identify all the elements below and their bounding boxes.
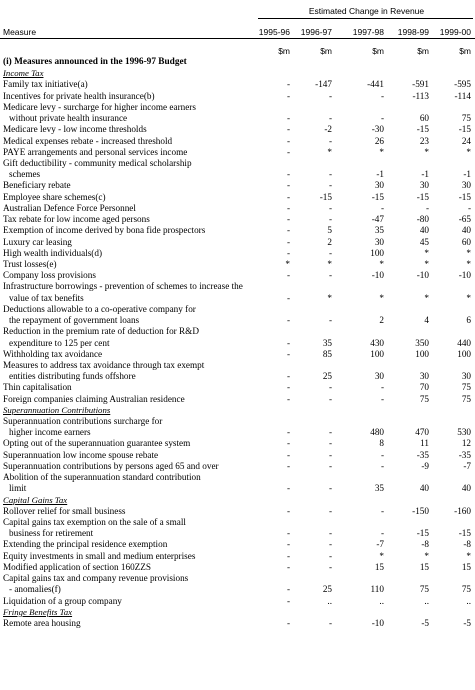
revenue-cell: 45	[419, 236, 429, 247]
revenue-cell: -15	[416, 191, 429, 202]
revenue-cell: *	[327, 258, 332, 269]
revenue-cell: -9	[421, 460, 429, 471]
revenue-cell: -	[286, 124, 290, 135]
revenue-cell: -	[380, 90, 384, 101]
year-header: 1996-97	[300, 27, 332, 37]
revenue-cell: -	[328, 169, 332, 180]
measure-label: without private health insurance	[9, 113, 128, 124]
revenue-cell: -	[286, 550, 290, 561]
revenue-cell: -8	[421, 539, 429, 550]
revenue-cell: 480	[370, 427, 384, 438]
measure-label: Superannuation low income spouse rebate	[3, 449, 159, 460]
revenue-cell: -15	[371, 191, 384, 202]
year-header: 1999-00	[439, 27, 471, 37]
table-row	[0, 79, 475, 90]
measure-label: Equity investments in small and medium enterprises	[3, 550, 196, 561]
revenue-cell: -15	[458, 191, 471, 202]
revenue-cell: 15	[419, 561, 429, 572]
revenue-cell: *	[424, 247, 429, 258]
revenue-cell: *	[424, 146, 429, 157]
table-row	[0, 248, 475, 259]
revenue-cell: 30	[461, 180, 471, 191]
revenue-cell: -	[286, 270, 290, 281]
table-row	[0, 427, 475, 438]
revenue-cell: 470	[415, 427, 429, 438]
revenue-cell: 40	[419, 483, 429, 494]
revenue-cell: 40	[461, 483, 471, 494]
revenue-cell: -	[286, 236, 290, 247]
year-header: 1998-99	[397, 27, 429, 37]
revenue-cell: *	[466, 550, 471, 561]
revenue-cell: *	[379, 550, 384, 561]
measure-label: Beneficiary rebate	[3, 180, 71, 191]
revenue-cell: -	[286, 393, 290, 404]
measure-label: Company loss provisions	[3, 270, 96, 281]
revenue-cell: -	[380, 393, 384, 404]
table-row	[0, 371, 475, 382]
revenue-cell: -	[286, 505, 290, 516]
revenue-cell: -	[286, 113, 290, 124]
measure-label: Deductions allowable to a co-operative company for	[3, 303, 196, 314]
revenue-cell: 12	[461, 438, 471, 449]
measure-label: higher income earners	[9, 427, 91, 438]
revenue-cell: 75	[419, 584, 429, 595]
revenue-cell: 430	[370, 337, 384, 348]
revenue-cell: *	[424, 258, 429, 269]
measure-label: Superannuation contributions surcharge for	[3, 416, 163, 427]
revenue-cell: 75	[461, 393, 471, 404]
revenue-cell: -	[328, 247, 332, 258]
revenue-cell: *	[466, 258, 471, 269]
revenue-cell: ..	[327, 595, 332, 606]
revenue-cell: -	[286, 79, 290, 90]
revenue-cell: 8	[379, 438, 384, 449]
table-row	[0, 91, 475, 102]
revenue-cell: -	[286, 584, 290, 595]
measure-label: Employee share schemes(c)	[3, 191, 106, 202]
revenue-cell: -113	[412, 90, 429, 101]
table-row	[0, 169, 475, 180]
revenue-cell: 75	[461, 382, 471, 393]
table-row	[0, 539, 475, 550]
measure-label: Opting out of the superannuation guarantee system	[3, 438, 191, 449]
revenue-cell: -	[286, 337, 290, 348]
revenue-cell: -35	[458, 449, 471, 460]
revenue-cell: -80	[416, 214, 429, 225]
measure-label: Medicare levy - low income thresholds	[3, 124, 147, 135]
table-row	[0, 326, 475, 337]
revenue-cell: -8	[463, 539, 471, 550]
revenue-cell: -	[328, 382, 332, 393]
measure-label: Tax rebate for low income aged persons	[3, 214, 150, 225]
measure-label: the repayment of government loans	[9, 315, 140, 326]
measure-label: PAYE arrangements and personal services income	[3, 146, 188, 157]
revenue-cell: -	[286, 483, 290, 494]
table-row	[0, 596, 475, 607]
revenue-cell: -	[286, 225, 290, 236]
revenue-cell: -	[286, 561, 290, 572]
table-row	[0, 270, 475, 281]
table-row	[0, 180, 475, 191]
revenue-cell: -15	[458, 124, 471, 135]
table-row	[0, 259, 475, 270]
revenue-cell: -	[380, 460, 384, 471]
revenue-cell: *	[466, 247, 471, 258]
measure-label: Medical expenses rebate - increased threshold	[3, 135, 173, 146]
measure-label: business for retirement	[9, 528, 94, 539]
table-row	[0, 416, 475, 427]
measure-label: Gift deductibility - community medical scholarship	[3, 157, 192, 168]
revenue-cell: -	[286, 180, 290, 191]
table-row	[0, 517, 475, 528]
revenue-cell: -	[425, 202, 429, 213]
revenue-cell: -	[328, 113, 332, 124]
revenue-cell: 11	[420, 438, 429, 449]
revenue-cell: 75	[461, 584, 471, 595]
revenue-cell: 23	[419, 135, 429, 146]
revenue-cell: 440	[457, 337, 471, 348]
revenue-cell: 30	[419, 371, 429, 382]
revenue-cell: 75	[461, 113, 471, 124]
category-heading	[0, 68, 475, 79]
table-row	[0, 573, 475, 584]
table-row	[0, 203, 475, 214]
revenue-cell: -1	[421, 169, 429, 180]
revenue-cell: -	[286, 528, 290, 539]
revenue-cell: 100	[415, 348, 429, 359]
revenue-cell: -	[380, 382, 384, 393]
revenue-cell: -	[286, 595, 290, 606]
revenue-cell: -160	[454, 505, 471, 516]
revenue-cell: -	[328, 315, 332, 326]
table-row	[0, 551, 475, 562]
revenue-cell: -	[286, 371, 290, 382]
measure-label: Luxury car leasing	[3, 236, 72, 247]
measure-label: limit	[9, 483, 27, 494]
revenue-cell: *	[379, 146, 384, 157]
revenue-cell: 100	[370, 247, 384, 258]
revenue-cell: 30	[374, 236, 384, 247]
revenue-cell: 5	[327, 225, 332, 236]
revenue-cell: *	[379, 258, 384, 269]
revenue-cell: -	[380, 505, 384, 516]
revenue-cell: 530	[457, 427, 471, 438]
revenue-cell: ..	[466, 595, 471, 606]
revenue-cell: -	[328, 393, 332, 404]
revenue-cell: -	[328, 483, 332, 494]
revenue-cell: -	[286, 247, 290, 258]
revenue-cell: 2	[327, 236, 332, 247]
year-header: 1997-98	[352, 27, 384, 37]
revenue-cell: 15	[374, 561, 384, 572]
revenue-cell: *	[424, 550, 429, 561]
revenue-cell: -	[328, 528, 332, 539]
revenue-cell: -	[328, 270, 332, 281]
revenue-cell: -	[328, 460, 332, 471]
revenue-cell: -150	[412, 505, 429, 516]
revenue-cell: -147	[315, 79, 332, 90]
revenue-cell: 100	[457, 348, 471, 359]
revenue-cell: -	[286, 202, 290, 213]
revenue-cell: -	[286, 214, 290, 225]
measure-label: Superannuation Contributions	[3, 404, 111, 415]
revenue-cell: -15	[458, 528, 471, 539]
revenue-cell: -	[286, 146, 290, 157]
revenue-cell: -5	[463, 618, 471, 628]
revenue-cell: 25	[322, 584, 332, 595]
revenue-cell: -591	[412, 79, 429, 90]
measure-label: entities distributing funds offshore	[9, 371, 136, 382]
revenue-cell: -	[286, 292, 290, 303]
revenue-cell: *	[424, 292, 429, 303]
revenue-cell: 60	[461, 236, 471, 247]
revenue-cell: 6	[466, 315, 471, 326]
revenue-cell: 40	[419, 225, 429, 236]
revenue-cell: 4	[424, 315, 429, 326]
revenue-cell: 2	[379, 315, 384, 326]
unit-label: $m	[459, 46, 471, 56]
revenue-cell: -2	[324, 124, 332, 135]
revenue-cell: -1	[463, 169, 471, 180]
table-row	[0, 304, 475, 315]
table-row	[0, 349, 475, 360]
revenue-cell: 30	[374, 180, 384, 191]
revenue-cell: -	[286, 539, 290, 550]
section-heading	[0, 57, 475, 68]
measure-label: Income Tax	[3, 68, 44, 79]
header-rule	[0, 38, 475, 39]
revenue-cell: -441	[367, 79, 384, 90]
revenue-cell: -	[328, 214, 332, 225]
revenue-cell: -	[380, 202, 384, 213]
revenue-cell: 75	[419, 393, 429, 404]
unit-label: $m	[417, 46, 429, 56]
revenue-cell: -	[328, 135, 332, 146]
revenue-cell: -7	[376, 539, 384, 550]
table-row	[0, 483, 475, 494]
revenue-cell: 35	[322, 337, 332, 348]
header-rule	[258, 18, 473, 19]
revenue-cell: 110	[370, 584, 384, 595]
revenue-cell: -10	[371, 270, 384, 281]
revenue-cell: *	[285, 258, 290, 269]
revenue-cell: -	[380, 528, 384, 539]
table-row	[0, 584, 475, 595]
revenue-cell: 30	[419, 180, 429, 191]
measure-label: Abolition of the superannuation standard contribution	[3, 472, 201, 483]
revenue-cell: 26	[374, 135, 384, 146]
year-header: 1995-96	[258, 27, 290, 37]
table-row	[0, 147, 475, 158]
revenue-cell: 35	[374, 483, 384, 494]
table-row	[0, 158, 475, 169]
table-row	[0, 293, 475, 304]
table-row	[0, 113, 475, 124]
revenue-cell: -65	[458, 214, 471, 225]
measure-column-header: Measure	[3, 27, 37, 37]
revenue-cell: -30	[371, 124, 384, 135]
measure-label: Medicare levy - surcharge for higher income earners	[3, 101, 196, 112]
measure-label: Rollover relief for small business	[3, 505, 126, 516]
measure-label: Extending the principal residence exemption	[3, 539, 168, 550]
measure-label: Liquidation of a group company	[3, 595, 122, 606]
revenue-cell: -	[328, 427, 332, 438]
measure-label: Fringe Benefits Tax	[3, 606, 73, 617]
revenue-cell: *	[379, 292, 384, 303]
revenue-cell: -	[286, 348, 290, 359]
measure-label: Infrastructure borrowings - prevention of schemes to increase the	[3, 281, 243, 292]
table-row	[0, 394, 475, 405]
revenue-cell: *	[466, 292, 471, 303]
revenue-cell: -47	[371, 214, 384, 225]
revenue-cell: -	[328, 618, 332, 628]
measure-label: Capital gains tax exemption on the sale of a small	[3, 517, 186, 528]
revenue-cell: -15	[416, 124, 429, 135]
measure-label: Superannuation contributions by persons aged 65 and over	[3, 460, 219, 471]
revenue-cell: -35	[416, 449, 429, 460]
revenue-cell: 24	[461, 135, 471, 146]
revenue-cell: -15	[319, 191, 332, 202]
revenue-cell: -	[286, 449, 290, 460]
table-row	[0, 225, 475, 236]
revenue-cell: -	[286, 191, 290, 202]
measure-label: Family tax initiative(a)	[3, 79, 88, 90]
table-row	[0, 506, 475, 517]
revenue-cell: 25	[322, 371, 332, 382]
revenue-cell: 30	[374, 371, 384, 382]
table-row	[0, 528, 475, 539]
revenue-cell: -	[328, 550, 332, 561]
table-row	[0, 315, 475, 326]
revenue-cell: -	[328, 505, 332, 516]
measure-label: Measures to address tax avoidance through tax exempt	[3, 359, 205, 370]
revenue-cell: -10	[416, 270, 429, 281]
revenue-cell: 30	[461, 371, 471, 382]
revenue-cell: -	[286, 90, 290, 101]
revenue-cell: -	[286, 315, 290, 326]
revenue-cell: -	[286, 438, 290, 449]
measure-label: schemes	[9, 169, 41, 180]
table-row	[0, 214, 475, 225]
revenue-cell: 15	[461, 561, 471, 572]
measure-label: Modified application of section 160ZZS	[3, 561, 151, 572]
revenue-cell: -	[286, 460, 290, 471]
revenue-cell: 85	[322, 348, 332, 359]
measure-label: - anomalies(f)	[9, 584, 61, 595]
table-row	[0, 461, 475, 472]
unit-label: $m	[320, 46, 332, 56]
table-row	[0, 281, 475, 292]
revenue-cell: -595	[454, 79, 471, 90]
revenue-cell: 350	[415, 337, 429, 348]
table-group-title: Estimated Change in Revenue	[308, 6, 425, 16]
unit-label: $m	[372, 46, 384, 56]
revenue-cell: -10	[458, 270, 471, 281]
measure-label: Trust losses(e)	[3, 258, 57, 269]
measure-label: Reduction in the premium rate of deduction for R&D	[3, 326, 199, 337]
revenue-cell: -	[286, 135, 290, 146]
revenue-cell: 70	[419, 382, 429, 393]
measure-label: Withholding tax avoidance	[3, 348, 103, 359]
category-heading	[0, 607, 475, 618]
revenue-cell: -	[286, 427, 290, 438]
revenue-cell: -1	[376, 169, 384, 180]
table-row	[0, 338, 475, 349]
revenue-cell: -5	[421, 618, 429, 628]
measure-label: Foreign companies claiming Australian residence	[3, 393, 185, 404]
table-row	[0, 124, 475, 135]
table-row	[0, 237, 475, 248]
measure-label: Capital gains tax and company revenue provisions	[3, 573, 189, 584]
revenue-cell: -	[467, 202, 471, 213]
revenue-cell: *	[327, 146, 332, 157]
revenue-cell: -	[286, 382, 290, 393]
category-heading	[0, 405, 475, 416]
measure-label: Exemption of income derived by bona fide prospectors	[3, 225, 206, 236]
revenue-cell: -	[286, 618, 290, 628]
revenue-cell: 35	[374, 225, 384, 236]
unit-label: $m	[278, 46, 290, 56]
table-row	[0, 192, 475, 203]
revenue-cell: -	[286, 169, 290, 180]
revenue-cell: -7	[463, 460, 471, 471]
revenue-cell: -	[328, 539, 332, 550]
revenue-cell: -10	[371, 618, 384, 628]
revenue-cell: 100	[370, 348, 384, 359]
measure-label: (i) Measures announced in the 1996-97 Budget	[3, 57, 187, 67]
revenue-cell: 40	[461, 225, 471, 236]
revenue-cell: -	[380, 449, 384, 460]
table-row	[0, 562, 475, 573]
measure-label: High wealth individuals(d)	[3, 247, 103, 258]
revenue-cell: -	[380, 113, 384, 124]
table-row	[0, 472, 475, 483]
measure-label: value of tax benefits	[9, 292, 84, 303]
table-row	[0, 102, 475, 113]
revenue-cell: -	[328, 561, 332, 572]
table-row	[0, 382, 475, 393]
revenue-cell: ..	[424, 595, 429, 606]
table-row	[0, 438, 475, 449]
revenue-cell: -114	[454, 90, 471, 101]
revenue-cell: ..	[379, 595, 384, 606]
measure-label: Capital Gains Tax	[3, 494, 68, 505]
category-heading	[0, 495, 475, 506]
revenue-cell: -	[328, 90, 332, 101]
table-row	[0, 360, 475, 371]
measure-label: Remote area housing	[3, 618, 81, 628]
table-row	[0, 618, 475, 629]
table-row	[0, 136, 475, 147]
measure-label: expenditure to 125 per cent	[9, 337, 110, 348]
measure-label: Incentives for private health insurance(b)	[3, 90, 155, 101]
revenue-cell: 60	[419, 113, 429, 124]
revenue-cell: -15	[416, 528, 429, 539]
revenue-cell: -	[328, 202, 332, 213]
revenue-cell: *	[466, 146, 471, 157]
measure-label: Australian Defence Force Personnel	[3, 202, 136, 213]
revenue-cell: -	[328, 180, 332, 191]
table-row	[0, 450, 475, 461]
measure-label: Thin capitalisation	[3, 382, 72, 393]
revenue-cell: -	[328, 449, 332, 460]
revenue-cell: -	[328, 438, 332, 449]
revenue-cell: *	[327, 292, 332, 303]
